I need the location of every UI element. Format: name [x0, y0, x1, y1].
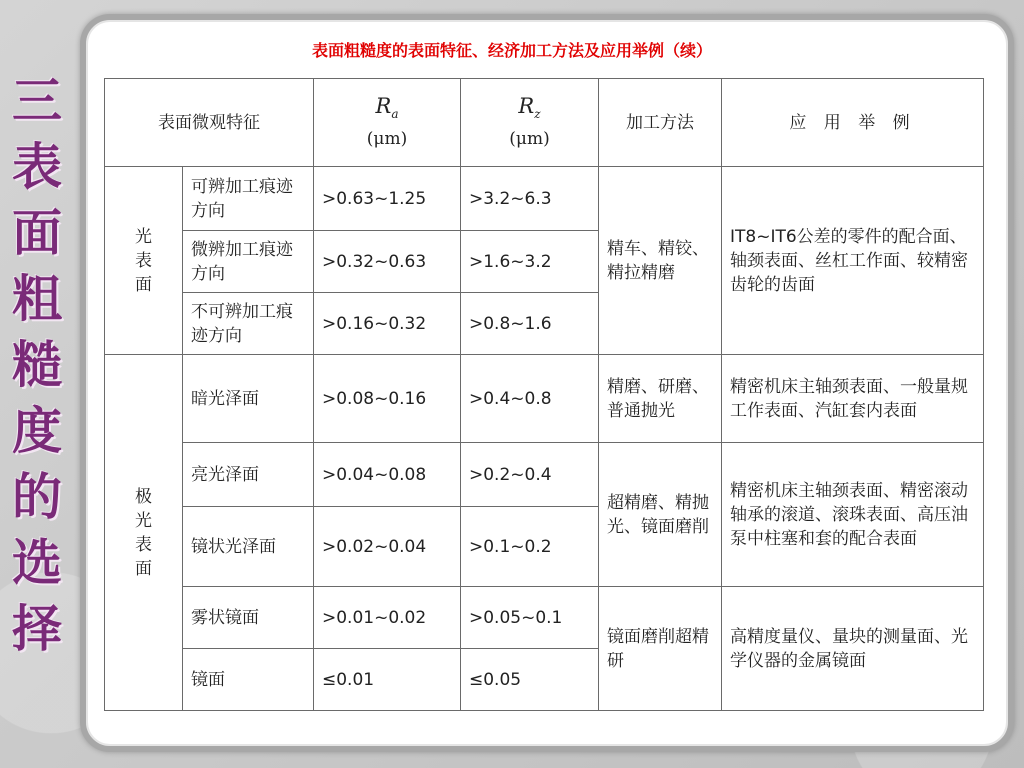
- side-title-char: 粗: [12, 269, 62, 328]
- group-char: 表: [135, 250, 152, 271]
- feature-cell: 镜面: [183, 649, 314, 711]
- header-rz: [461, 79, 599, 167]
- group-char: 表: [135, 534, 152, 555]
- feature-cell: 雾状镜面: [183, 587, 314, 649]
- header-ra-unit: (μm): [366, 128, 408, 149]
- group-char: 光: [135, 510, 152, 531]
- application-cell: 高精度量仪、量块的测量面、光学仪器的金属镜面: [722, 587, 984, 711]
- group-char: 面: [135, 558, 152, 579]
- header-rz-subscript: z: [534, 107, 541, 122]
- ra-cell: >0.63~1.25: [314, 167, 461, 231]
- table-row: [105, 167, 984, 231]
- side-title-char: 的: [12, 467, 62, 526]
- side-title-char: 糙: [12, 335, 62, 394]
- application-cell: IT8~IT6公差的零件的配合面、轴颈表面、丝杠工作面、较精密齿轮的齿面: [722, 167, 984, 355]
- ra-cell: >0.08~0.16: [314, 355, 461, 443]
- side-title: [0, 68, 74, 662]
- group-char: 极: [135, 486, 152, 507]
- feature-cell: 不可辨加工痕迹方向: [183, 293, 314, 355]
- ra-cell: >0.16~0.32: [314, 293, 461, 355]
- group-extreme-surface: [105, 355, 183, 711]
- rz-cell: >1.6~3.2: [461, 231, 599, 293]
- rz-cell: >0.8~1.6: [461, 293, 599, 355]
- table-header-row: [105, 79, 984, 167]
- feature-cell: 镜状光泽面: [183, 507, 314, 587]
- table-row: [105, 443, 984, 507]
- application-cell: 精密机床主轴颈表面、一般量规工作表面、汽缸套内表面: [722, 355, 984, 443]
- header-ra-subscript: a: [391, 107, 399, 122]
- header-application: 应 用 举 例: [722, 79, 984, 167]
- application-cell: 精密机床主轴颈表面、精密滚动轴承的滚道、滚珠表面、高压油泵中柱塞和套的配合表面: [722, 443, 984, 587]
- side-title-char: 三: [12, 71, 62, 130]
- side-title-char: 选: [12, 533, 62, 592]
- header-feature: 表面微观特征: [105, 79, 314, 167]
- feature-cell: 微辨加工痕迹方向: [183, 231, 314, 293]
- feature-cell: 亮光泽面: [183, 443, 314, 507]
- ra-cell: >0.01~0.02: [314, 587, 461, 649]
- header-ra-symbol: R: [375, 94, 392, 119]
- method-cell: 精车、精铰、精拉精磨: [599, 167, 722, 355]
- rz-cell: >0.05~0.1: [461, 587, 599, 649]
- rz-cell: ≤0.05: [461, 649, 599, 711]
- rz-cell: >0.1~0.2: [461, 507, 599, 587]
- header-rz-symbol: R: [518, 94, 535, 119]
- method-cell: 精磨、研磨、普通抛光: [599, 355, 722, 443]
- rz-cell: >3.2~6.3: [461, 167, 599, 231]
- table-row: [105, 355, 984, 443]
- method-cell: 超精磨、精抛光、镜面磨削: [599, 443, 722, 587]
- header-rz-unit: (μm): [509, 128, 550, 149]
- side-title-char: 面: [12, 203, 62, 262]
- ra-cell: >0.02~0.04: [314, 507, 461, 587]
- rz-cell: >0.2~0.4: [461, 443, 599, 507]
- ra-cell: >0.04~0.08: [314, 443, 461, 507]
- ra-cell: ≤0.01: [314, 649, 461, 711]
- group-light-surface: [105, 167, 183, 355]
- page-title: 表面粗糙度的表面特征、经济加工方法及应用举例（续）: [311, 41, 712, 60]
- side-title-char: 择: [12, 599, 62, 658]
- roughness-table: [104, 78, 984, 711]
- rz-cell: >0.4~0.8: [461, 355, 599, 443]
- group-char: 面: [135, 274, 152, 295]
- header-ra: [314, 79, 461, 167]
- header-method: 加工方法: [599, 79, 722, 167]
- table-row: [105, 587, 984, 649]
- feature-cell: 可辨加工痕迹方向: [183, 167, 314, 231]
- side-title-char: 表: [12, 137, 62, 196]
- feature-cell: 暗光泽面: [183, 355, 314, 443]
- method-cell: 镜面磨削超精研: [599, 587, 722, 711]
- side-title-char: 度: [12, 401, 62, 460]
- ra-cell: >0.32~0.63: [314, 231, 461, 293]
- group-char: 光: [135, 226, 152, 247]
